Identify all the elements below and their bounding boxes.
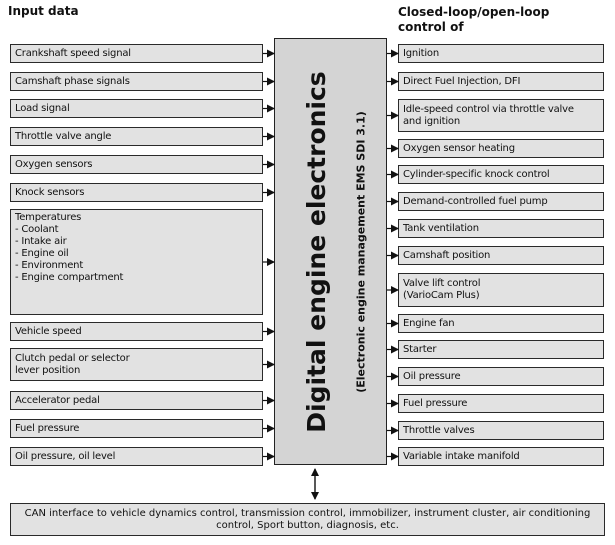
output-label-line: Variable intake manifold <box>403 450 520 462</box>
input-label-line: - Intake air <box>15 236 67 247</box>
input-label-line: Clutch pedal or selector <box>15 352 130 364</box>
output-label-line: Valve lift control <box>403 278 481 289</box>
input-label-line: Crankshaft speed signal <box>15 47 131 59</box>
output-label-line: and ignition <box>403 115 460 127</box>
output-label-line: (VarioCam Plus) <box>403 290 480 301</box>
output-label-line: Cylinder-specific knock control <box>403 168 550 180</box>
input-label-line: Throttle valve angle <box>15 130 112 142</box>
input-label-line: - Engine oil <box>15 248 69 259</box>
input-data-header: Input data <box>8 4 79 18</box>
input-label-line: lever position <box>15 364 81 376</box>
input-label-line: Fuel pressure <box>15 422 80 434</box>
input-label-line: - Engine compartment <box>15 272 124 283</box>
input-label-line: Camshaft phase signals <box>15 75 130 87</box>
can-interface-text: CAN interface to vehicle dynamics control, transmission control, immobilizer, instrument cluster, air conditioning control, Sport button, diagnosis, etc. <box>24 507 591 531</box>
output-label-line: Camshaft position <box>403 249 491 261</box>
output-label-line: Tank ventilation <box>403 222 479 234</box>
output-label-line: Ignition <box>403 47 439 59</box>
output-label-line: Starter <box>403 343 437 355</box>
output-label-line: Engine fan <box>403 317 455 329</box>
input-label-line: - Coolant <box>15 224 59 235</box>
input-label-line: Load signal <box>15 102 70 114</box>
output-label-line: Oxygen sensor heating <box>403 142 515 154</box>
input-label-line: - Environment <box>15 260 84 271</box>
can-interface-box <box>10 503 605 536</box>
output-label-line: Fuel pressure <box>403 397 468 409</box>
output-label-line: Demand-controlled fuel pump <box>403 195 548 207</box>
center-block-subtitle: (Electronic engine management EMS SDI 3.1) <box>354 110 367 393</box>
input-label-line: Temperatures <box>15 212 82 223</box>
output-label-line: Throttle valves <box>403 424 475 436</box>
output-label-line: Idle-speed control via throttle valve <box>403 103 574 115</box>
input-label-line: Accelerator pedal <box>15 394 100 406</box>
input-label-line: Vehicle speed <box>15 325 82 337</box>
input-label-line: Oil pressure, oil level <box>15 450 116 462</box>
output-label-line: Direct Fuel Injection, DFI <box>403 75 521 87</box>
input-label-line: Oxygen sensors <box>15 158 93 170</box>
center-block-title: Digital engine electronics <box>301 70 331 433</box>
output-control-header: Closed-loop/open-loop control of <box>398 5 550 34</box>
input-label-line: Knock sensors <box>15 186 85 198</box>
output-label-line: Oil pressure <box>403 370 461 382</box>
